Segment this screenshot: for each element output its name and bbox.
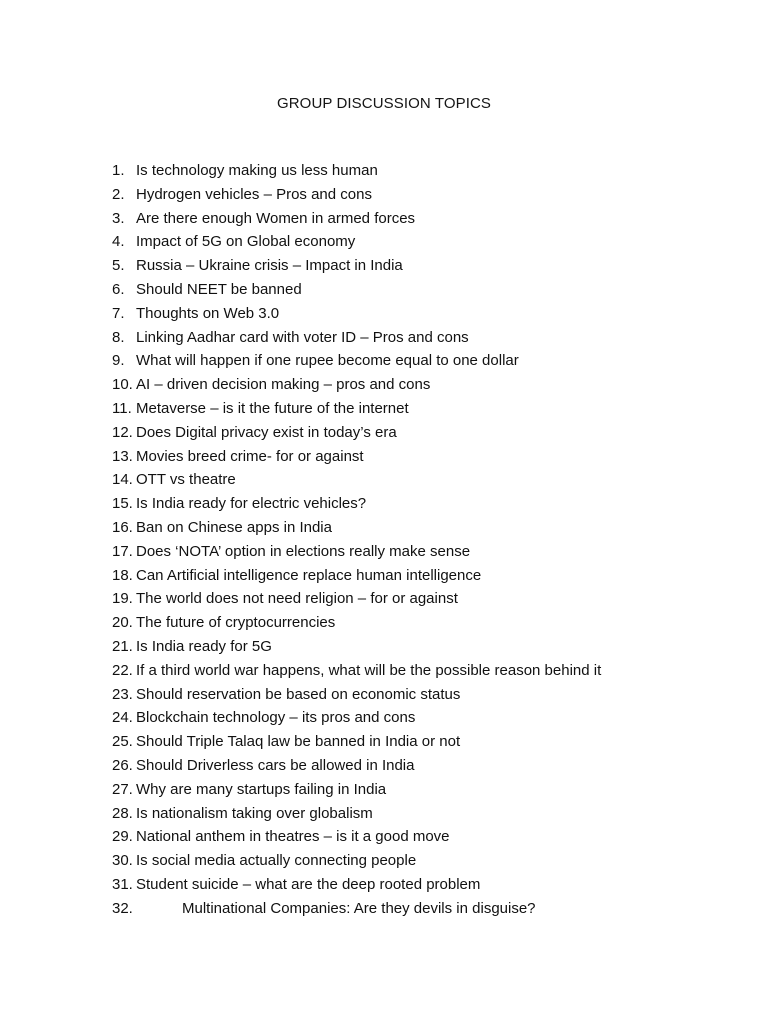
item-text: Is India ready for 5G <box>136 637 272 655</box>
item-number: 15. <box>112 495 133 513</box>
list-item <box>112 781 752 805</box>
list-item <box>112 733 752 757</box>
item-number: 26. <box>112 756 133 774</box>
list-item <box>112 257 752 281</box>
list-item <box>112 305 752 329</box>
list-item <box>112 400 752 424</box>
item-text: OTT vs theatre <box>136 471 236 489</box>
item-number: 1. <box>112 162 125 179</box>
item-text: Should reservation be based on economic status <box>136 685 461 703</box>
item-text: Hydrogen vehicles – Pros and cons <box>136 185 372 203</box>
item-number: 17. <box>112 542 133 560</box>
item-text: Can Artificial intelligence replace human intelligence <box>136 566 482 584</box>
list-item <box>112 852 752 876</box>
item-text: Does Digital privacy exist in today’s era <box>136 423 397 441</box>
list-item <box>112 590 752 614</box>
item-text: Blockchain technology – its pros and cons <box>136 709 416 727</box>
item-text: Student suicide – what are the deep rooted problem <box>136 875 481 893</box>
item-number: 9. <box>112 352 125 370</box>
list-item <box>112 876 752 900</box>
item-number: 27. <box>112 780 133 798</box>
item-text: What will happen if one rupee become equal to one dollar <box>136 352 519 370</box>
list-item <box>112 686 752 710</box>
item-number: 18. <box>112 566 133 584</box>
list-item <box>112 376 752 400</box>
item-number: 25. <box>112 733 133 751</box>
item-text: Should NEET be banned <box>136 280 302 298</box>
list-item <box>112 233 752 257</box>
item-number: 3. <box>112 209 125 227</box>
list-item <box>112 805 752 829</box>
list-item <box>112 424 752 448</box>
item-text: National anthem in theatres – is it a good move <box>136 828 450 846</box>
item-text: AI – driven decision making – pros and cons <box>136 376 431 394</box>
item-number: 23. <box>112 685 133 703</box>
item-text: Is technology making us less human <box>136 162 378 179</box>
list-item <box>112 662 752 686</box>
list-item <box>112 471 752 495</box>
item-number: 8. <box>112 328 125 346</box>
item-text: Movies breed crime- for or against <box>136 447 364 465</box>
item-text: Ban on Chinese apps in India <box>136 518 332 536</box>
list-item <box>112 281 752 305</box>
item-text: Thoughts on Web 3.0 <box>136 304 280 322</box>
item-text: The future of cryptocurrencies <box>136 614 336 632</box>
item-number: 5. <box>112 257 125 275</box>
list-item <box>112 186 752 210</box>
item-number: 12. <box>112 423 133 441</box>
item-number: 32. <box>112 899 133 917</box>
list-item <box>112 329 752 353</box>
list-item <box>112 757 752 781</box>
item-number: 16. <box>112 518 133 536</box>
item-number: 2. <box>112 185 125 203</box>
list-item <box>112 162 752 186</box>
item-number: 24. <box>112 709 133 727</box>
list-item <box>112 448 752 472</box>
item-text: Why are many startups failing in India <box>136 780 387 798</box>
item-number: 14. <box>112 471 133 489</box>
item-text: Russia – Ukraine crisis – Impact in India <box>136 257 403 275</box>
list-item <box>112 210 752 234</box>
list-item <box>112 495 752 519</box>
item-text: Should Driverless cars be allowed in India <box>136 756 415 774</box>
list-item <box>112 638 752 662</box>
page-title: GROUP DISCUSSION TOPICS <box>276 95 491 112</box>
item-number: 6. <box>112 280 125 298</box>
item-text: Is nationalism taking over globalism <box>136 804 373 822</box>
list-item <box>112 900 752 924</box>
item-number: 31. <box>112 875 133 893</box>
list-item <box>112 352 752 376</box>
list-item <box>112 543 752 567</box>
item-number: 29. <box>112 828 133 846</box>
item-number: 20. <box>112 614 133 632</box>
item-number: 10. <box>112 376 133 394</box>
item-number: 28. <box>112 804 133 822</box>
item-number: 21. <box>112 637 133 655</box>
list-item <box>112 828 752 852</box>
item-text: Does ‘NOTA’ option in elections really make sense <box>136 542 471 560</box>
item-text: Are there enough Women in armed forces <box>136 209 416 227</box>
item-number: 30. <box>112 852 133 870</box>
item-text: Is social media actually connecting people <box>136 852 417 870</box>
item-text: The world does not need religion – for or against <box>136 590 458 608</box>
list-item <box>112 614 752 638</box>
item-text: Is India ready for electric vehicles? <box>136 495 367 513</box>
item-text: If a third world war happens, what will be the possible reason behind it <box>136 661 602 679</box>
list-item <box>112 567 752 591</box>
item-text: Linking Aadhar card with voter ID – Pros and cons <box>136 328 469 346</box>
item-number: 7. <box>112 304 125 322</box>
list-item <box>112 709 752 733</box>
item-text: Should Triple Talaq law be banned in India or not <box>136 733 461 751</box>
item-number: 4. <box>112 233 125 251</box>
list-item <box>112 519 752 543</box>
item-number: 11. <box>112 399 132 417</box>
item-text: Multinational Companies: Are they devils in disguise? <box>182 899 536 917</box>
item-number: 22. <box>112 661 133 679</box>
item-text: Impact of 5G on Global economy <box>136 233 356 251</box>
topic-list <box>112 162 752 924</box>
item-number: 19. <box>112 590 133 608</box>
item-number: 13. <box>112 447 133 465</box>
item-text: Metaverse – is it the future of the internet <box>136 399 409 417</box>
